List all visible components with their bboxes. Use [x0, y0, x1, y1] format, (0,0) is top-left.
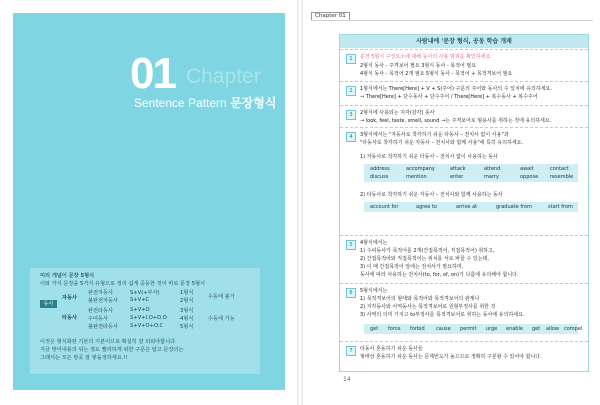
word: allow: [546, 326, 559, 332]
summary-note: 그래서는 모든 방곳 잘 쌓을정하세요.!!: [40, 355, 128, 361]
item-line: 2) 간접목적어와 직접목적어는 위치를 서로 바꿀 수 있는데,: [360, 256, 489, 262]
summary-note: 이것은 형식화된 기본의 기본이므로 확실히 잘 외워야합니다.: [40, 339, 177, 345]
word: mention: [406, 174, 427, 180]
chapter-title-en: Sentence Pattern: [134, 96, 227, 110]
word: force: [388, 326, 401, 332]
item-line: 5형식에서는: [360, 288, 388, 294]
word: get: [532, 326, 541, 332]
checklist-title: 사람내에 '문장 형식, 공동 학습 개재: [340, 35, 588, 48]
checklist-item-7: [340, 341, 588, 372]
word: compel: [564, 326, 583, 332]
pattern-formula: S+V+C: [130, 297, 150, 303]
pattern-formula: S+V+O+O.C: [130, 323, 164, 329]
word: address: [370, 166, 390, 172]
summary-description: 이와 가지 문장을 5가지 유형으로 정리 쉽게 공동한 것이 바로 문장 5형식: [40, 281, 206, 287]
word: enter: [450, 174, 464, 180]
word: account for: [370, 204, 399, 210]
word: permit: [460, 326, 477, 332]
word: start from: [548, 204, 573, 210]
item-line: 2) 지각동사와 사역동사는 목적격보어로 원형부정사를 취한 것: [360, 304, 496, 310]
item-line: 1형식에서는 There[Here] + V + S(주어) 구문의 주어와 동사의 수 일치에 유의하세요.: [360, 86, 552, 92]
right-page: [303, 0, 600, 405]
item-number: 1: [346, 54, 356, 64]
item-line: 2형식 동사 - 주격보어 필요 3형식 동사 - 목적어 필요: [360, 63, 477, 69]
pattern-row: 불완전자동사: [88, 298, 119, 304]
checklist-item-2: [340, 81, 588, 106]
word: await: [520, 166, 534, 172]
item-line: 1) 목적격보어의 형태와 목적어와 목적격보어의 관계나: [360, 296, 480, 302]
word: agree to: [416, 204, 437, 210]
pattern-row: 수여동사: [88, 316, 109, 322]
word: arrive at: [456, 204, 478, 210]
chapter-title: [134, 96, 276, 110]
item-number: 6: [346, 288, 356, 298]
checklist-box: [339, 34, 589, 372]
item-line: → There[Here] + 단수동사 + 단수주어 / There[Here] + 복수동사 + 복수주어: [360, 94, 538, 100]
word: contact: [550, 166, 569, 172]
checklist-item-4: [340, 127, 588, 236]
word-list-transitive: [364, 164, 578, 182]
word: graduate from: [496, 204, 532, 210]
chapter-number: 01: [130, 49, 175, 98]
item-line: 문장 5형식 구성요소에 대해 동사의 사용 범위를 확인하세요.: [360, 54, 492, 60]
checklist-item-6: [340, 283, 588, 342]
page-number: 14: [343, 376, 351, 383]
verb-badge: 동사: [40, 300, 57, 308]
passive-note: 수동태 불가: [208, 294, 235, 300]
passive-note: 수동태 가능: [208, 316, 235, 322]
header-rule: [311, 20, 593, 21]
word: cause: [436, 326, 451, 332]
item-subline: 2) 타동사로 착각하기 쉬운 자동사 – 전치사와 함께 사용하는 동사: [360, 192, 503, 198]
word: resemble: [550, 174, 574, 180]
pattern-row: 불완전타동사: [88, 324, 119, 330]
word: accompany: [406, 166, 435, 172]
word: forbid: [410, 326, 425, 332]
item-line: "타동사로 착각하기 쉬운 자동사 – 전치사와 함께 사용"에 특히 유의하세요.: [360, 140, 524, 146]
group-transitive: 타동사: [62, 315, 78, 321]
word: get: [370, 326, 379, 332]
item-number: 2: [346, 86, 356, 96]
item-number: 3: [346, 110, 356, 120]
word: attack: [450, 166, 466, 172]
pattern-type: 5형식: [180, 324, 194, 330]
item-line: 3) 사역의 의미 가지고 to부정사를 목적격보어로 취하는 동사에 유의하세요.: [360, 312, 525, 318]
pattern-formula: S+V+I.O+D.O: [130, 315, 167, 321]
word: marry: [484, 174, 499, 180]
item-number: 4: [346, 132, 356, 142]
item-line: 1) 수여동사가 목적어를 2개(간접목적어, 직접목적어) 취하고,: [360, 248, 495, 254]
checklist-item-1: [340, 49, 588, 82]
summary-heading: 미리 개념이 문장 5형식: [40, 273, 95, 279]
item-line: 동사에 따라 사용하는 전치사(to, for, of, on)가 다름에 유의해야 합니다.: [360, 272, 519, 278]
pattern-formula: S+V(+부사): [130, 290, 160, 296]
checklist-item-3: [340, 105, 588, 128]
running-head: Chapter 01: [311, 12, 350, 21]
pattern-type: 3형식: [180, 308, 194, 314]
pattern-row: 완전타동사: [88, 308, 114, 314]
item-line: 3형식에서는 "자동사로 착각하기 쉬운 타동사 – 전치사 없이 사용"과: [360, 132, 509, 138]
summary-note: 지금 맞이내용의 뒤는 정도 빨리하게 위한 구문은 알고 문장의는: [40, 347, 184, 353]
word: discuss: [370, 174, 389, 180]
pattern-type: 4형식: [180, 316, 194, 322]
item-number: 5: [346, 240, 356, 250]
item-line: 4형식 동사 - 목적어 2개 필요 5형식 동사 - 목적어 + 목적격보어 필요: [360, 71, 513, 77]
pattern-type: 1형식: [180, 290, 194, 296]
item-line: 형태상 혼동하기 쉬운 동사는 문제빈도가 높으므로 정확히 구분할 수 있어야 합니다.: [360, 354, 542, 360]
item-line: → look, feel, taste, smell, sound →는 주격보어로 형용사를 취하는 것에 유의하세요.: [360, 118, 552, 124]
pattern-formula: S+V+O: [130, 307, 150, 313]
word: oppose: [520, 174, 539, 180]
word-list-intransitive: [364, 202, 578, 212]
item-subline: 1) 자동사로 착각하기 쉬운 타동사 – 전치사 없이 사용하는 동사: [360, 154, 498, 160]
group-intransitive: 자동사: [62, 295, 78, 301]
item-line: 3) 이 때 간접목적어 앞에는 전치사가 필요하며,: [360, 264, 464, 270]
item-line: 2형식에 사용되는 지각(감각) 동사: [360, 110, 435, 116]
pattern-row: 완전자동사: [88, 290, 114, 296]
word-list-causative: [364, 324, 583, 334]
word: enable: [506, 326, 523, 332]
item-line: 타동사 혼동하기 쉬운 동사들: [360, 346, 423, 352]
word: urge: [486, 326, 498, 332]
chapter-title-ko: 문장형식: [230, 96, 277, 110]
item-line: 4형식에서는: [360, 240, 388, 246]
checklist-item-5: [340, 235, 588, 284]
pattern-type: 2형식: [180, 298, 194, 304]
word: attend: [484, 166, 501, 172]
item-number: 7: [346, 346, 356, 356]
summary-box: [30, 268, 260, 374]
chapter-label: Chapter: [186, 65, 261, 88]
